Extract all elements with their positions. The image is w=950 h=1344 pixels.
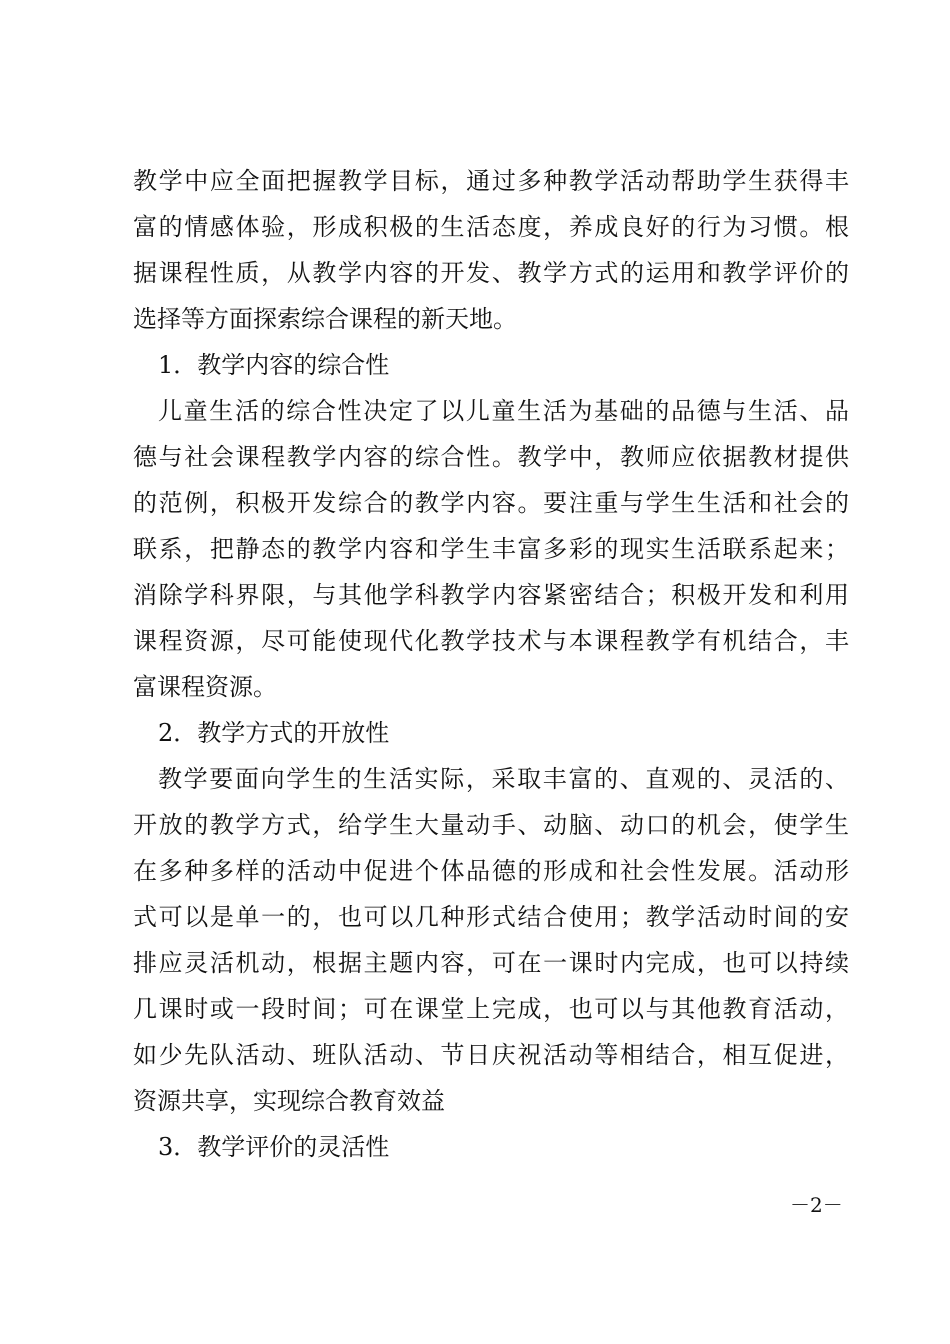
paragraph-line: 排应灵活机动，根据主题内容，可在一课时内完成，也可以持续 xyxy=(133,949,849,977)
paragraph-line: 消除学科界限，与其他学科教学内容紧密结合；积极开发和利用 xyxy=(133,581,849,609)
paragraph-line: 的范例，积极开发综合的教学内容。要注重与学生生活和社会的 xyxy=(133,489,849,517)
paragraph-line: 式可以是单一的，也可以几种形式结合使用；教学活动时间的安 xyxy=(133,903,849,931)
paragraph-line: 富的情感体验，形成积极的生活态度，养成良好的行为习惯。根 xyxy=(133,213,849,241)
paragraph-line: 联系，把静态的教学内容和学生丰富多彩的现实生活联系起来； xyxy=(133,535,849,563)
paragraph-line: 教学要面向学生的生活实际，采取丰富的、直观的、灵活的、 xyxy=(158,765,849,793)
section-heading-3: 3．教学评价的灵活性 xyxy=(158,1133,390,1161)
paragraph-line: 选择等方面探索综合课程的新天地。 xyxy=(133,305,517,333)
section-heading-1: 1．教学内容的综合性 xyxy=(158,351,390,379)
paragraph-line: 在多种多样的活动中促进个体品德的形成和社会性发展。活动形 xyxy=(133,857,849,885)
paragraph-line: 开放的教学方式，给学生大量动手、动脑、动口的机会，使学生 xyxy=(133,811,849,839)
paragraph-line: 教学中应全面把握教学目标，通过多种教学活动帮助学生获得丰 xyxy=(133,167,849,195)
paragraph-line: 儿童生活的综合性决定了以儿童生活为基础的品德与生活、品 xyxy=(158,397,849,425)
paragraph-line: 资源共享，实现综合教育效益 xyxy=(133,1087,445,1115)
paragraph-line: 几课时或一段时间；可在课堂上完成，也可以与其他教育活动， xyxy=(133,995,849,1023)
paragraph-line: 富课程资源。 xyxy=(133,673,277,701)
paragraph-line: 如少先队活动、班队活动、节日庆祝活动等相结合，相互促进， xyxy=(133,1041,849,1069)
paragraph-line: 课程资源，尽可能使现代化教学技术与本课程教学有机结合，丰 xyxy=(133,627,849,655)
page-number: －2－ xyxy=(790,1193,843,1217)
paragraph-line: 德与社会课程教学内容的综合性。教学中，教师应依据教材提供 xyxy=(133,443,849,471)
paragraph-line: 据课程性质，从教学内容的开发、教学方式的运用和教学评价的 xyxy=(133,259,849,287)
section-heading-2: 2．教学方式的开放性 xyxy=(158,719,390,747)
